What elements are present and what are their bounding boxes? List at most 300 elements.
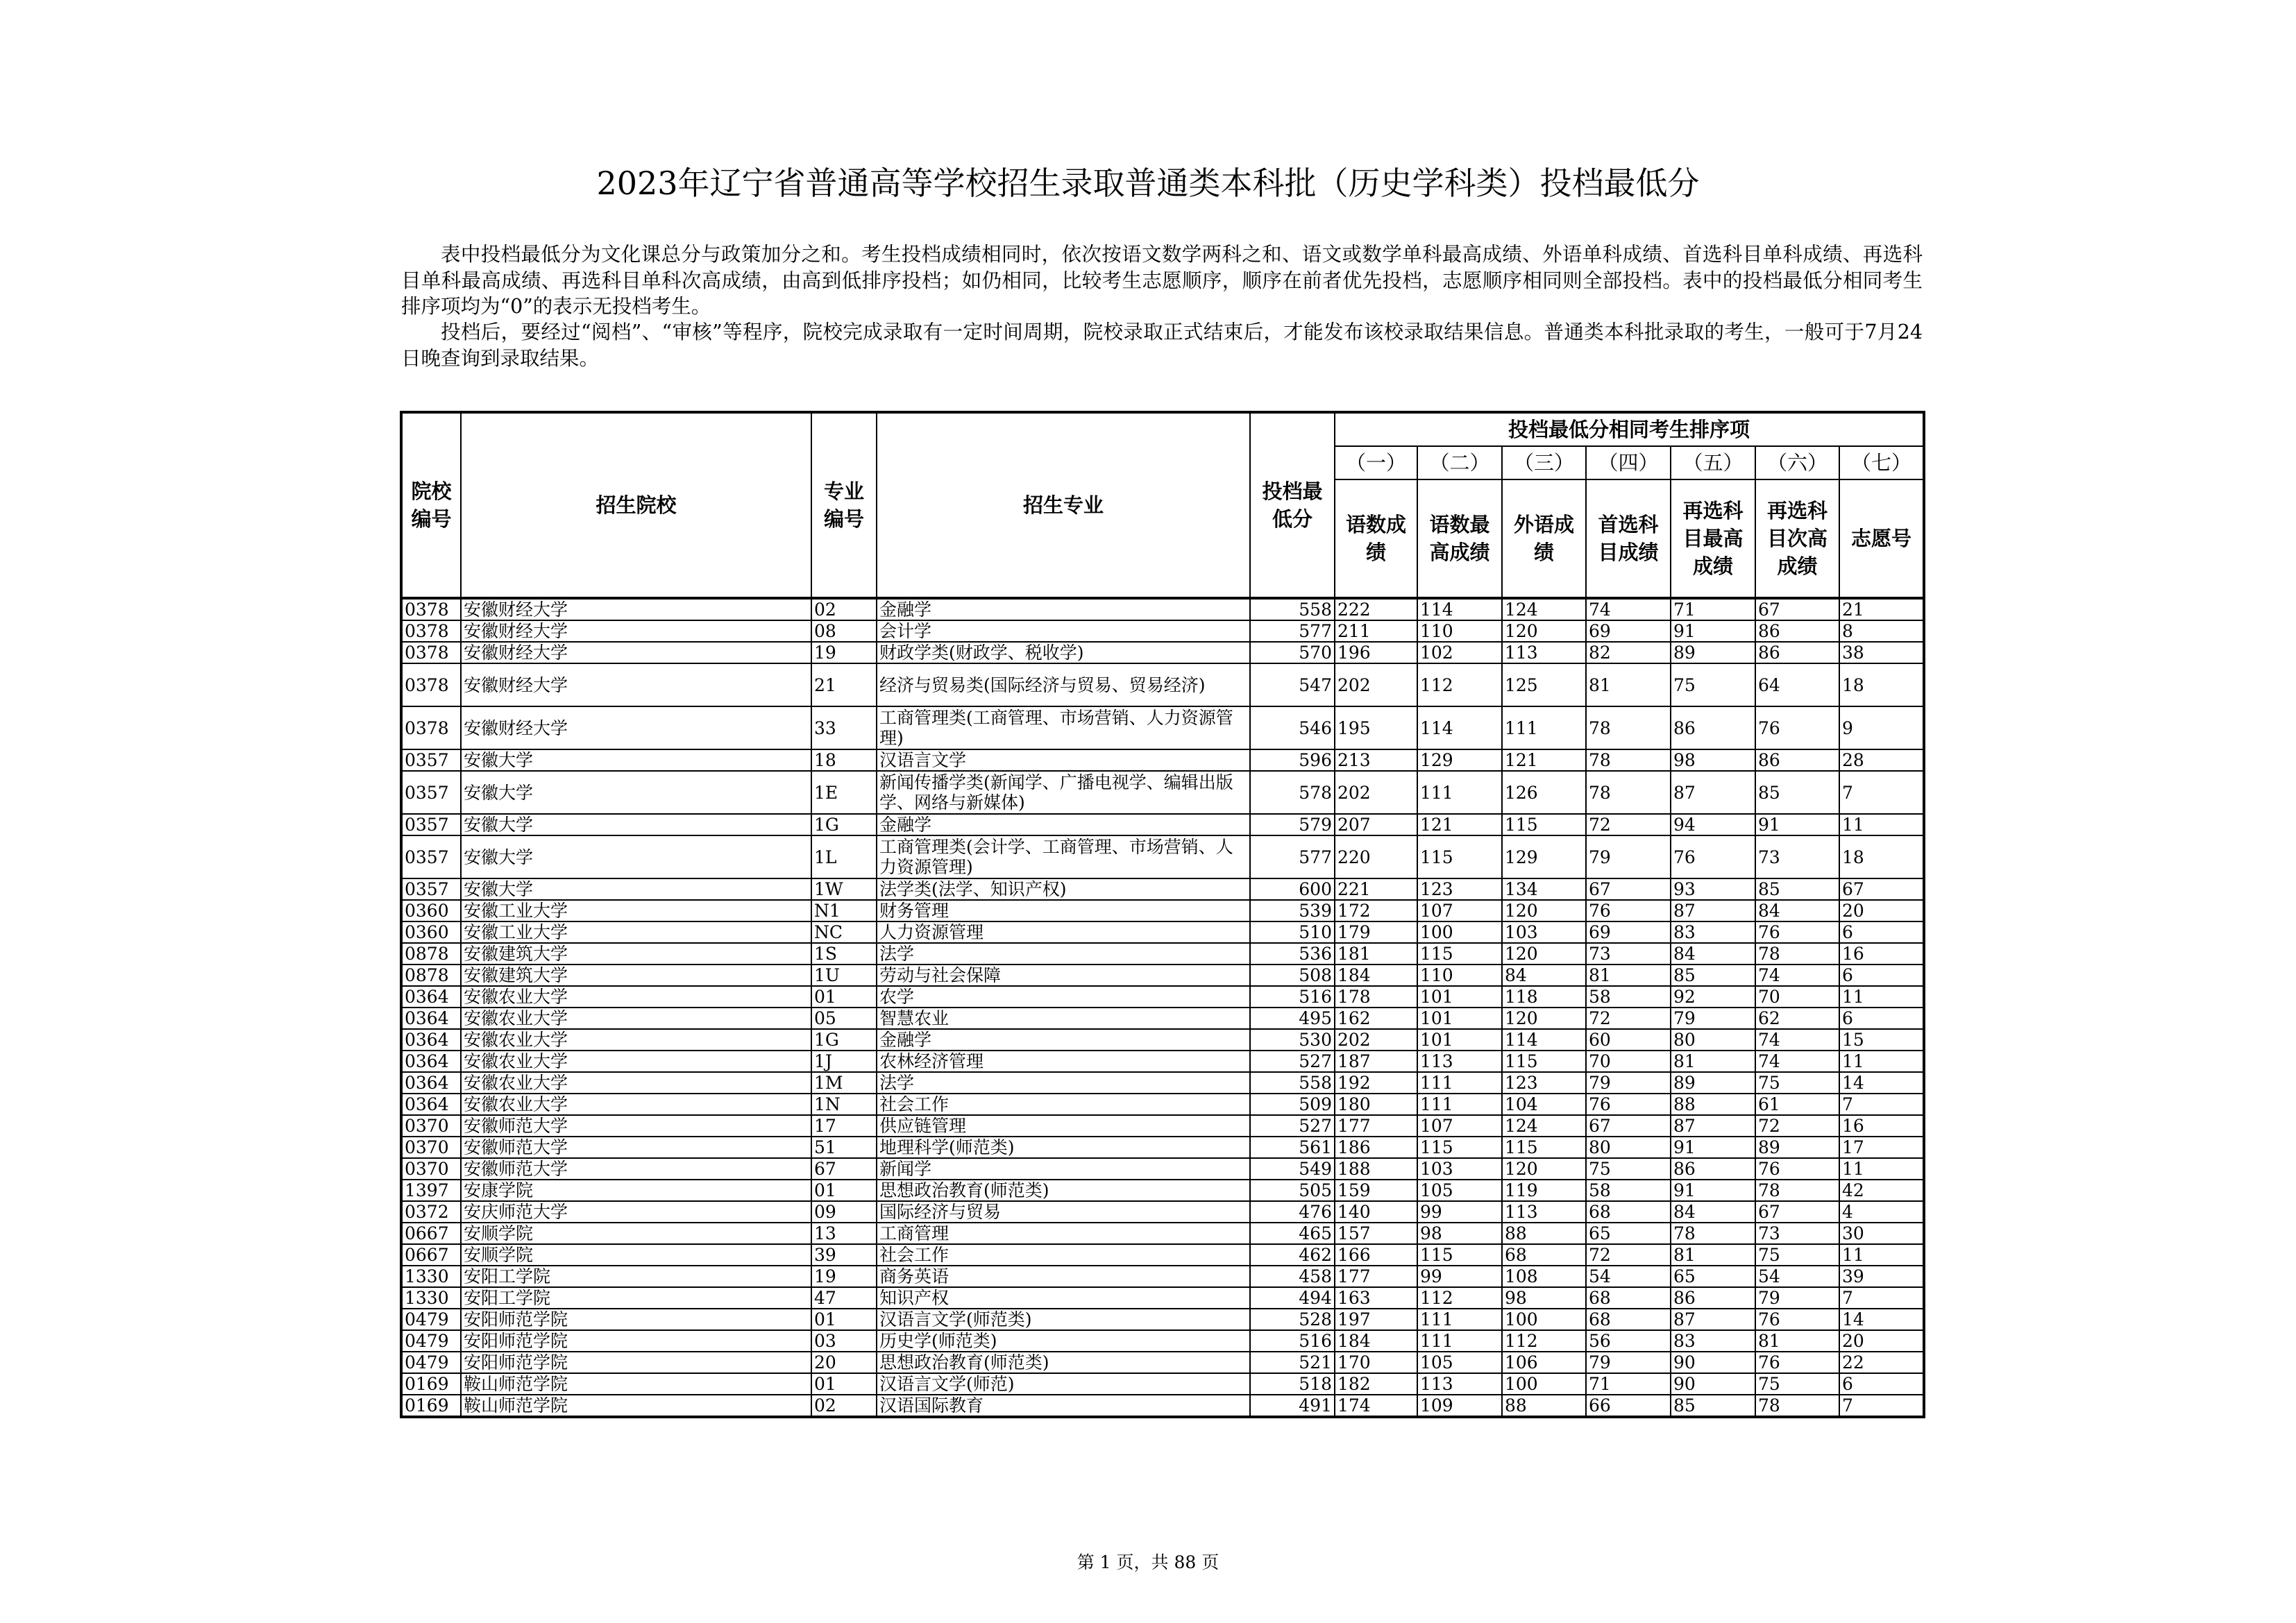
- cell-rank-3: 124: [1502, 598, 1586, 620]
- cell-rank-3: 126: [1502, 771, 1586, 814]
- cell-major-name: 地理科学(师范类): [877, 1137, 1250, 1158]
- cell-rank-1: 195: [1335, 706, 1417, 749]
- cell-rank-3: 104: [1502, 1094, 1586, 1115]
- cell-rank-7: 11: [1839, 1051, 1924, 1072]
- cell-rank-6: 74: [1755, 965, 1839, 986]
- cell-min-score: 518: [1250, 1373, 1335, 1395]
- cell-school-code: 0357: [401, 878, 461, 900]
- cell-rank-5: 86: [1671, 1158, 1755, 1180]
- page-footer: 第 1 页，共 88 页: [1077, 1552, 1219, 1572]
- cell-major-name: 知识产权: [877, 1287, 1250, 1309]
- cell-school-name: 安康学院: [461, 1180, 811, 1201]
- cell-school-name: 安徽财经大学: [461, 663, 811, 706]
- cell-min-score: 516: [1250, 1330, 1335, 1352]
- table-row: [401, 1137, 1924, 1158]
- table-row: [401, 1115, 1924, 1137]
- cell-rank-4: 67: [1586, 1115, 1671, 1137]
- cell-rank-4: 75: [1586, 1158, 1671, 1180]
- cell-rank-5: 80: [1671, 1029, 1755, 1051]
- cell-rank-1: 211: [1335, 620, 1417, 642]
- cell-rank-3: 120: [1502, 620, 1586, 642]
- cell-rank-1: 186: [1335, 1137, 1417, 1158]
- cell-rank-3: 100: [1502, 1309, 1586, 1330]
- cell-min-score: 462: [1250, 1244, 1335, 1266]
- cell-rank-6: 76: [1755, 1158, 1839, 1180]
- cell-major-name: 工商管理类(工商管理、市场营销、人力资源管理): [877, 706, 1250, 749]
- cell-rank-4: 72: [1586, 1008, 1671, 1029]
- cell-major-name: 财政学类(财政学、税收学): [877, 642, 1250, 663]
- cell-rank-5: 89: [1671, 642, 1755, 663]
- cell-rank-3: 123: [1502, 1072, 1586, 1094]
- cell-rank-4: 71: [1586, 1373, 1671, 1395]
- cell-rank-2: 105: [1417, 1352, 1502, 1373]
- cell-rank-3: 129: [1502, 835, 1586, 878]
- header-rank-group: 投档最低分相同考生排序项: [1335, 412, 1924, 446]
- cell-rank-4: 78: [1586, 749, 1671, 771]
- cell-rank-5: 84: [1671, 1201, 1755, 1223]
- cell-major-code: 1G: [811, 1029, 877, 1051]
- cell-major-code: 01: [811, 1180, 877, 1201]
- cell-min-score: 558: [1250, 1072, 1335, 1094]
- cell-school-name: 安庆师范大学: [461, 1201, 811, 1223]
- cell-school-name: 安徽工业大学: [461, 900, 811, 921]
- cell-rank-1: 170: [1335, 1352, 1417, 1373]
- table-row: [401, 1287, 1924, 1309]
- cell-rank-4: 78: [1586, 706, 1671, 749]
- cell-rank-7: 7: [1839, 1395, 1924, 1417]
- cell-school-name: 安徽大学: [461, 814, 811, 835]
- header-major: 招生专业: [877, 412, 1250, 598]
- cell-major-code: 02: [811, 1395, 877, 1417]
- cell-min-score: 521: [1250, 1352, 1335, 1373]
- cell-rank-7: 30: [1839, 1223, 1924, 1244]
- cell-min-score: 495: [1250, 1008, 1335, 1029]
- cell-rank-2: 112: [1417, 1287, 1502, 1309]
- cell-rank-3: 106: [1502, 1352, 1586, 1373]
- cell-rank-4: 74: [1586, 598, 1671, 620]
- cell-major-name: 劳动与社会保障: [877, 965, 1250, 986]
- cell-rank-3: 103: [1502, 921, 1586, 943]
- cell-major-name: 法学类(法学、知识产权): [877, 878, 1250, 900]
- cell-rank-6: 79: [1755, 1287, 1839, 1309]
- header-rank-3: （三）: [1502, 446, 1586, 479]
- cell-rank-3: 115: [1502, 1051, 1586, 1072]
- cell-rank-7: 16: [1839, 1115, 1924, 1137]
- cell-major-name: 思想政治教育(师范类): [877, 1180, 1250, 1201]
- cell-rank-1: 202: [1335, 771, 1417, 814]
- cell-rank-6: 78: [1755, 943, 1839, 965]
- cell-school-code: 0479: [401, 1330, 461, 1352]
- cell-min-score: 516: [1250, 986, 1335, 1008]
- cell-min-score: 570: [1250, 642, 1335, 663]
- cell-rank-1: 188: [1335, 1158, 1417, 1180]
- cell-rank-2: 109: [1417, 1395, 1502, 1417]
- table-row: [401, 1029, 1924, 1051]
- cell-major-code: 47: [811, 1287, 877, 1309]
- admission-score-table: [400, 411, 1925, 1418]
- cell-rank-6: 75: [1755, 1373, 1839, 1395]
- table-row: [401, 1352, 1924, 1373]
- cell-major-code: 51: [811, 1137, 877, 1158]
- cell-major-name: 经济与贸易类(国际经济与贸易、贸易经济): [877, 663, 1250, 706]
- cell-school-code: 0169: [401, 1373, 461, 1395]
- cell-rank-3: 120: [1502, 1008, 1586, 1029]
- cell-rank-4: 79: [1586, 1352, 1671, 1373]
- cell-school-code: 1330: [401, 1266, 461, 1287]
- cell-rank-2: 101: [1417, 986, 1502, 1008]
- cell-major-code: 1M: [811, 1072, 877, 1094]
- cell-major-name: 法学: [877, 943, 1250, 965]
- cell-rank-5: 87: [1671, 1115, 1755, 1137]
- cell-rank-4: 79: [1586, 1072, 1671, 1094]
- cell-rank-7: 17: [1839, 1137, 1924, 1158]
- cell-rank-7: 7: [1839, 1094, 1924, 1115]
- cell-rank-2: 107: [1417, 1115, 1502, 1137]
- cell-rank-1: 140: [1335, 1201, 1417, 1223]
- table-row: [401, 1072, 1924, 1094]
- cell-rank-6: 85: [1755, 771, 1839, 814]
- cell-rank-3: 68: [1502, 1244, 1586, 1266]
- cell-rank-5: 83: [1671, 1330, 1755, 1352]
- cell-school-code: 0878: [401, 965, 461, 986]
- cell-major-code: 1E: [811, 771, 877, 814]
- cell-min-score: 547: [1250, 663, 1335, 706]
- cell-rank-6: 62: [1755, 1008, 1839, 1029]
- cell-rank-7: 39: [1839, 1266, 1924, 1287]
- cell-major-code: 18: [811, 749, 877, 771]
- cell-rank-5: 86: [1671, 706, 1755, 749]
- cell-school-code: 0370: [401, 1158, 461, 1180]
- cell-rank-5: 76: [1671, 835, 1755, 878]
- cell-rank-7: 38: [1839, 642, 1924, 663]
- cell-school-code: 0667: [401, 1244, 461, 1266]
- table-row: [401, 943, 1924, 965]
- cell-school-code: 0364: [401, 1051, 461, 1072]
- cell-rank-4: 56: [1586, 1330, 1671, 1352]
- cell-rank-4: 82: [1586, 642, 1671, 663]
- cell-school-name: 安徽大学: [461, 749, 811, 771]
- cell-rank-5: 85: [1671, 1395, 1755, 1417]
- cell-rank-3: 124: [1502, 1115, 1586, 1137]
- cell-min-score: 578: [1250, 771, 1335, 814]
- table-row: [401, 965, 1924, 986]
- cell-school-name: 安徽财经大学: [461, 598, 811, 620]
- cell-school-code: 0667: [401, 1223, 461, 1244]
- cell-rank-3: 120: [1502, 1158, 1586, 1180]
- cell-major-name: 人力资源管理: [877, 921, 1250, 943]
- cell-school-code: 0378: [401, 598, 461, 620]
- cell-rank-5: 79: [1671, 1008, 1755, 1029]
- cell-major-code: 03: [811, 1330, 877, 1352]
- cell-major-name: 新闻传播学类(新闻学、广播电视学、编辑出版学、网络与新媒体): [877, 771, 1250, 814]
- cell-major-name: 财务管理: [877, 900, 1250, 921]
- cell-major-code: 67: [811, 1158, 877, 1180]
- cell-rank-5: 93: [1671, 878, 1755, 900]
- cell-rank-7: 6: [1839, 1373, 1924, 1395]
- cell-rank-5: 90: [1671, 1373, 1755, 1395]
- cell-rank-1: 196: [1335, 642, 1417, 663]
- cell-rank-6: 75: [1755, 1072, 1839, 1094]
- cell-school-code: 0378: [401, 642, 461, 663]
- cell-rank-2: 111: [1417, 771, 1502, 814]
- cell-rank-5: 75: [1671, 663, 1755, 706]
- cell-rank-2: 110: [1417, 965, 1502, 986]
- cell-rank-4: 68: [1586, 1287, 1671, 1309]
- table-row: [401, 598, 1924, 620]
- cell-major-code: 08: [811, 620, 877, 642]
- cell-rank-7: 11: [1839, 1244, 1924, 1266]
- cell-rank-6: 86: [1755, 642, 1839, 663]
- cell-major-code: 19: [811, 1266, 877, 1287]
- header-rank-4: （四）: [1586, 446, 1671, 479]
- header-rank-1: （一）: [1335, 446, 1417, 479]
- cell-rank-5: 88: [1671, 1094, 1755, 1115]
- cell-rank-1: 202: [1335, 663, 1417, 706]
- cell-min-score: 491: [1250, 1395, 1335, 1417]
- table-row: [401, 900, 1924, 921]
- cell-rank-2: 101: [1417, 1029, 1502, 1051]
- cell-major-code: 33: [811, 706, 877, 749]
- cell-rank-5: 89: [1671, 1072, 1755, 1094]
- cell-school-name: 安徽财经大学: [461, 706, 811, 749]
- cell-rank-3: 115: [1502, 1137, 1586, 1158]
- cell-school-name: 安徽大学: [461, 771, 811, 814]
- cell-min-score: 494: [1250, 1287, 1335, 1309]
- cell-school-name: 安徽大学: [461, 835, 811, 878]
- cell-rank-4: 68: [1586, 1201, 1671, 1223]
- cell-rank-1: 174: [1335, 1395, 1417, 1417]
- cell-rank-1: 159: [1335, 1180, 1417, 1201]
- cell-rank-3: 119: [1502, 1180, 1586, 1201]
- cell-school-code: 1330: [401, 1287, 461, 1309]
- cell-min-score: 528: [1250, 1309, 1335, 1330]
- cell-major-name: 新闻学: [877, 1158, 1250, 1180]
- cell-rank-3: 120: [1502, 943, 1586, 965]
- cell-rank-3: 114: [1502, 1029, 1586, 1051]
- cell-school-code: 0364: [401, 1072, 461, 1094]
- cell-rank-7: 6: [1839, 1008, 1924, 1029]
- cell-rank-2: 112: [1417, 663, 1502, 706]
- cell-min-score: 458: [1250, 1266, 1335, 1287]
- cell-rank-3: 98: [1502, 1287, 1586, 1309]
- cell-rank-6: 86: [1755, 749, 1839, 771]
- cell-school-name: 安徽师范大学: [461, 1115, 811, 1137]
- table-row: [401, 1309, 1924, 1330]
- cell-school-code: 0378: [401, 663, 461, 706]
- cell-school-code: 0479: [401, 1309, 461, 1330]
- cell-min-score: 527: [1250, 1051, 1335, 1072]
- cell-rank-3: 121: [1502, 749, 1586, 771]
- cell-school-code: 0357: [401, 835, 461, 878]
- cell-min-score: 539: [1250, 900, 1335, 921]
- cell-major-name: 智慧农业: [877, 1008, 1250, 1029]
- cell-rank-1: 181: [1335, 943, 1417, 965]
- cell-rank-7: 9: [1839, 706, 1924, 749]
- cell-rank-4: 65: [1586, 1223, 1671, 1244]
- header-rank-label-3: 外语成绩: [1502, 479, 1586, 598]
- cell-school-name: 安阳师范学院: [461, 1352, 811, 1373]
- cell-rank-2: 111: [1417, 1072, 1502, 1094]
- cell-rank-5: 98: [1671, 749, 1755, 771]
- page-title: 2023年辽宁省普通高等学校招生录取普通类本科批（历史学科类）投档最低分: [596, 164, 1700, 202]
- cell-major-code: 01: [811, 1309, 877, 1330]
- cell-school-name: 鞍山师范学院: [461, 1373, 811, 1395]
- cell-rank-3: 113: [1502, 642, 1586, 663]
- cell-rank-6: 73: [1755, 835, 1839, 878]
- cell-school-name: 安徽财经大学: [461, 620, 811, 642]
- cell-min-score: 549: [1250, 1158, 1335, 1180]
- table-row: [401, 1395, 1924, 1417]
- cell-min-score: 510: [1250, 921, 1335, 943]
- cell-rank-1: 184: [1335, 965, 1417, 986]
- cell-rank-4: 66: [1586, 1395, 1671, 1417]
- cell-rank-3: 113: [1502, 1201, 1586, 1223]
- cell-rank-2: 129: [1417, 749, 1502, 771]
- cell-rank-7: 4: [1839, 1201, 1924, 1223]
- cell-rank-6: 91: [1755, 814, 1839, 835]
- cell-rank-4: 69: [1586, 921, 1671, 943]
- table-row: [401, 1266, 1924, 1287]
- header-rank-label-6: 再选科目次高成绩: [1755, 479, 1839, 598]
- cell-rank-4: 73: [1586, 943, 1671, 965]
- cell-rank-7: 8: [1839, 620, 1924, 642]
- cell-rank-5: 65: [1671, 1266, 1755, 1287]
- header-rank-label-1: 语数成绩: [1335, 479, 1417, 598]
- cell-rank-5: 87: [1671, 900, 1755, 921]
- cell-rank-4: 81: [1586, 965, 1671, 986]
- cell-rank-6: 67: [1755, 1201, 1839, 1223]
- table-row: [401, 1158, 1924, 1180]
- cell-rank-1: 220: [1335, 835, 1417, 878]
- cell-rank-1: 157: [1335, 1223, 1417, 1244]
- cell-major-code: 05: [811, 1008, 877, 1029]
- cell-rank-7: 6: [1839, 921, 1924, 943]
- cell-major-code: 1U: [811, 965, 877, 986]
- header-major-code: 专业编号: [811, 412, 877, 598]
- cell-school-name: 安阳师范学院: [461, 1309, 811, 1330]
- cell-rank-4: 60: [1586, 1029, 1671, 1051]
- table-row: [401, 986, 1924, 1008]
- cell-major-name: 金融学: [877, 814, 1250, 835]
- cell-rank-5: 84: [1671, 943, 1755, 965]
- cell-rank-5: 87: [1671, 1309, 1755, 1330]
- cell-school-name: 安徽财经大学: [461, 642, 811, 663]
- cell-school-code: 0169: [401, 1395, 461, 1417]
- cell-min-score: 527: [1250, 1115, 1335, 1137]
- cell-rank-6: 70: [1755, 986, 1839, 1008]
- cell-rank-6: 75: [1755, 1244, 1839, 1266]
- cell-school-name: 安徽农业大学: [461, 1094, 811, 1115]
- cell-major-code: 02: [811, 598, 877, 620]
- cell-rank-2: 98: [1417, 1223, 1502, 1244]
- cell-school-code: 0370: [401, 1115, 461, 1137]
- cell-min-score: 561: [1250, 1137, 1335, 1158]
- cell-rank-6: 76: [1755, 1309, 1839, 1330]
- cell-major-code: 09: [811, 1201, 877, 1223]
- cell-school-code: 0364: [401, 1029, 461, 1051]
- cell-school-code: 0878: [401, 943, 461, 965]
- cell-rank-6: 89: [1755, 1137, 1839, 1158]
- cell-rank-1: 177: [1335, 1266, 1417, 1287]
- cell-rank-4: 67: [1586, 878, 1671, 900]
- cell-major-name: 汉语言文学: [877, 749, 1250, 771]
- cell-rank-6: 54: [1755, 1266, 1839, 1287]
- cell-rank-3: 88: [1502, 1395, 1586, 1417]
- cell-school-name: 安徽农业大学: [461, 1051, 811, 1072]
- table-row: [401, 835, 1924, 878]
- cell-rank-3: 111: [1502, 706, 1586, 749]
- cell-school-name: 鞍山师范学院: [461, 1395, 811, 1417]
- cell-rank-6: 81: [1755, 1330, 1839, 1352]
- cell-major-name: 汉语言文学(师范类): [877, 1309, 1250, 1330]
- cell-rank-5: 91: [1671, 1180, 1755, 1201]
- cell-major-code: 01: [811, 986, 877, 1008]
- cell-min-score: 476: [1250, 1201, 1335, 1223]
- cell-school-name: 安徽师范大学: [461, 1137, 811, 1158]
- cell-rank-6: 78: [1755, 1395, 1839, 1417]
- cell-rank-4: 79: [1586, 835, 1671, 878]
- cell-rank-2: 110: [1417, 620, 1502, 642]
- cell-school-name: 安徽建筑大学: [461, 965, 811, 986]
- cell-rank-3: 84: [1502, 965, 1586, 986]
- cell-rank-1: 207: [1335, 814, 1417, 835]
- header-rank-6: （六）: [1755, 446, 1839, 479]
- cell-school-name: 安徽师范大学: [461, 1158, 811, 1180]
- cell-rank-5: 81: [1671, 1051, 1755, 1072]
- cell-rank-3: 88: [1502, 1223, 1586, 1244]
- cell-rank-4: 58: [1586, 1180, 1671, 1201]
- cell-major-name: 会计学: [877, 620, 1250, 642]
- cell-major-name: 工商管理类(会计学、工商管理、市场营销、人力资源管理): [877, 835, 1250, 878]
- cell-rank-5: 71: [1671, 598, 1755, 620]
- cell-rank-7: 14: [1839, 1309, 1924, 1330]
- cell-school-code: 0364: [401, 986, 461, 1008]
- cell-rank-1: 202: [1335, 1029, 1417, 1051]
- table-row: [401, 1330, 1924, 1352]
- cell-rank-2: 113: [1417, 1051, 1502, 1072]
- cell-school-code: 0360: [401, 921, 461, 943]
- cell-min-score: 505: [1250, 1180, 1335, 1201]
- table-row: [401, 620, 1924, 642]
- cell-major-name: 汉语国际教育: [877, 1395, 1250, 1417]
- table-row: [401, 1094, 1924, 1115]
- cell-rank-1: 163: [1335, 1287, 1417, 1309]
- cell-rank-5: 91: [1671, 620, 1755, 642]
- cell-rank-2: 113: [1417, 1373, 1502, 1395]
- cell-major-code: 1J: [811, 1051, 877, 1072]
- cell-major-name: 社会工作: [877, 1094, 1250, 1115]
- cell-rank-6: 86: [1755, 620, 1839, 642]
- header-rank-7: （七）: [1839, 446, 1924, 479]
- cell-school-name: 安徽农业大学: [461, 986, 811, 1008]
- cell-rank-1: 192: [1335, 1072, 1417, 1094]
- table-row: [401, 1051, 1924, 1072]
- cell-school-code: 0370: [401, 1137, 461, 1158]
- cell-rank-2: 107: [1417, 900, 1502, 921]
- cell-school-name: 安徽工业大学: [461, 921, 811, 943]
- cell-major-name: 农学: [877, 986, 1250, 1008]
- cell-min-score: 509: [1250, 1094, 1335, 1115]
- cell-major-name: 供应链管理: [877, 1115, 1250, 1137]
- cell-rank-6: 64: [1755, 663, 1839, 706]
- cell-rank-7: 67: [1839, 878, 1924, 900]
- cell-rank-6: 67: [1755, 598, 1839, 620]
- cell-major-code: 1G: [811, 814, 877, 835]
- cell-rank-6: 73: [1755, 1223, 1839, 1244]
- table-row: [401, 921, 1924, 943]
- cell-major-name: 法学: [877, 1072, 1250, 1094]
- cell-school-name: 安徽建筑大学: [461, 943, 811, 965]
